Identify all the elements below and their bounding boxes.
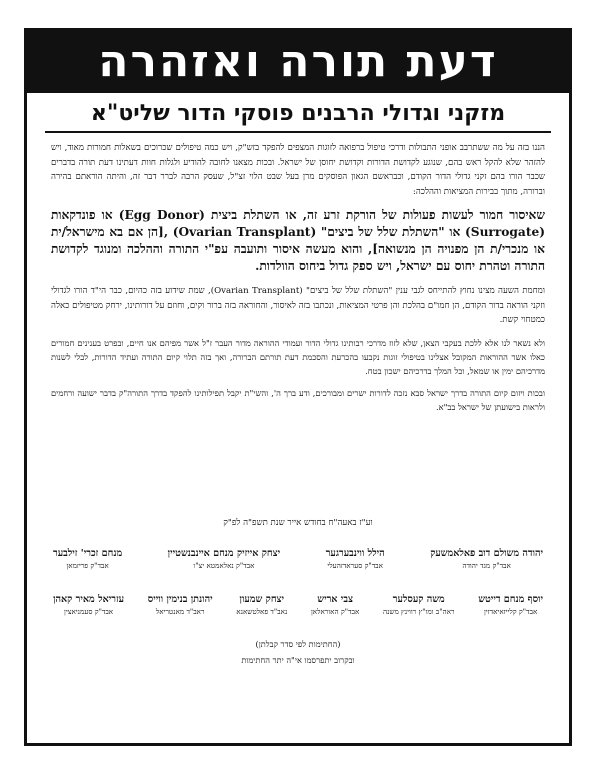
- body-content: [51, 141, 545, 422]
- signature-name: יהודה משולם דוב פאלאמשעק: [430, 548, 543, 559]
- signatures-row-1: [53, 547, 543, 572]
- page-title: דעת תורה ואזהרה: [98, 36, 498, 87]
- title-banner: [27, 31, 569, 93]
- body-paragraph-ovarian: ומחמת השעה מצינו נחוץ להתייחס לגבי ענין "השתלת שלל של ביצים" (Ovarian Transplant), שמת שידוע בזה כהיום, כבר הי"ד הורו לגדולי וזקני הוראה בדור הקודם, הן חמו"ם בהלכת והן פרטי המציאות, ונכתבו בזה לאיסור, והחוראה בזה ברור וקים, וחוזם על דורותינו, ירחק מטיפולים כאלה כמטחוי קשת.: [51, 286, 545, 325]
- signature: [311, 593, 359, 618]
- signature-order-note: (החתימות לפי סדר קבלתן): [255, 639, 341, 649]
- signature-title: אבד"ק סעמניאצין: [64, 607, 114, 616]
- signature-name: הילל ווינבערגער: [325, 548, 385, 559]
- body-paragraph-tradition: ולא נשאר לנו אלא ללכת בעקבי הצאן, שלא לזוז מדרכי רבותינו גדולי הדור ועמודי ההוראה מדור העבר ז"ל אשר מפיהם אנו חיים, ובפרט בענינים חמורים כאלו אשר ההוראות המקובל אצלינו בטיפולי זוגות נקבעו בהכרעת והסכמת דעת תורתם הברורה, ואך בזה תלוי קיום התורה ועתיד הדורות, לבלי לשנות מדרכיהם ימין או שמאל, וכל המלך בדרכיהם ישכון בטח.: [51, 337, 545, 376]
- signature: [430, 547, 543, 572]
- signature: [53, 547, 122, 572]
- signature-name: יצחק אייזיק מנחם איינבנשטיין: [167, 548, 281, 559]
- subtitle-divider: [45, 131, 551, 133]
- signatures-row-2: [53, 593, 543, 618]
- proclamation-frame: [24, 28, 572, 746]
- signature-name: יוסף מנחם דייטש: [478, 594, 543, 605]
- signature: [168, 547, 280, 572]
- signature-name: עזריאל מאיר קאהן: [53, 594, 125, 605]
- signature-title: אבד"ק פריזמאן: [66, 561, 109, 570]
- signature-title: אבד"ק האוראלאן: [310, 607, 360, 616]
- signature-name: משה קעסלער: [392, 594, 445, 605]
- signature-title: אבד"ק קלייזאיאדזין: [483, 607, 538, 616]
- signature-title: נאב"ד פאלטשאנא: [236, 607, 288, 616]
- signature-name: יצחק שמעון: [239, 594, 285, 605]
- signature: [53, 593, 124, 618]
- signature-title: ראב"ד מאנטריאל: [155, 607, 205, 616]
- signature: [148, 593, 213, 618]
- date-line: וע"ז באעה"ח בחודש אייר שנת תשפ"ה לפ"ק: [223, 518, 373, 528]
- page-subtitle: מזקני וגדולי הרבנים פוסקי הדור שליט"א: [90, 101, 506, 126]
- body-paragraph-intro: הננו בזה על מה ששתרבב אופני התבולות ודרכי טיפול ברפואה לזוגות המצפים להפקד בזש"ק, ויש כמה טיפולים שכרוכים בשאלות חמורות מאוד, ויש להזהר שלא להקל ראש בהם, שנוגע לקדושת הדורות וקדושת יחוסן של ישראל. ובכות מצאנו לחובה להודיע ולגלות חוות דעתינו דעת תורה בדברים שכבר הורו בהם זקני גדולי הדור הקודם, וכבראשם הגאון הפוסקים מרן בעל שבט הלוי זצ"ל, שעסק הרבה לברר דבר זה, והיתה הוראתם בהירה וברורה, מתוך בבירות המציאות וההלכה:: [51, 143, 546, 197]
- signature-name: מנחם זכרי' זילבער: [53, 548, 123, 559]
- signature-name: יהונתן בנימין ווייס: [147, 594, 213, 605]
- body-paragraph-ruling: שאיסור חמור לעשות פעולות של הורקת זרע זה, או השתלת ביצית (Egg Donor) או פונדקאות (Surrogate) או "השתלת שלל של ביצים" (Ovarian Transplant) ,[הן אם בא מישראל/ית או מנכרי/ת הן מפנויה הן מנשואה], והוא מעשה איסור ותועבה עפ"י התורה וההלכה ומנוגד לקדושת התורה וטהרת יחוס עם ישראל, ויש ספק גדול ביחוס הוולדות.: [51, 208, 545, 273]
- signature: [478, 593, 543, 618]
- signature: [326, 547, 385, 572]
- body-paragraph-closing: ובכות ויזום קיום התורה בדרך ישראל סבא נזכה לדורות ישרים ומבורכים, ודע ברך ה', והשי"ת יקבל תפילותינו להפקד בדרך התורה"ק בדבר ישועה ורחמים ולראות בישועתן של ישראל בב"א.: [51, 387, 545, 412]
- signature-name: צבי אריש: [317, 594, 353, 605]
- signature-title: אבד"ק סעראדזהעלי: [327, 561, 383, 570]
- signature: [383, 593, 455, 618]
- signature-title: אבד"ק מגד יהודה: [462, 561, 511, 570]
- signature: [236, 593, 287, 618]
- signature-title: אבד"ק נאלאמטא יצ"ו: [193, 561, 255, 570]
- signature-title: ראה"ב ומו"ץ רווינץ משנה: [382, 607, 455, 616]
- more-signatures-note: ובקרוב יתפרסמו אי"ה יתר החתימות: [241, 655, 355, 665]
